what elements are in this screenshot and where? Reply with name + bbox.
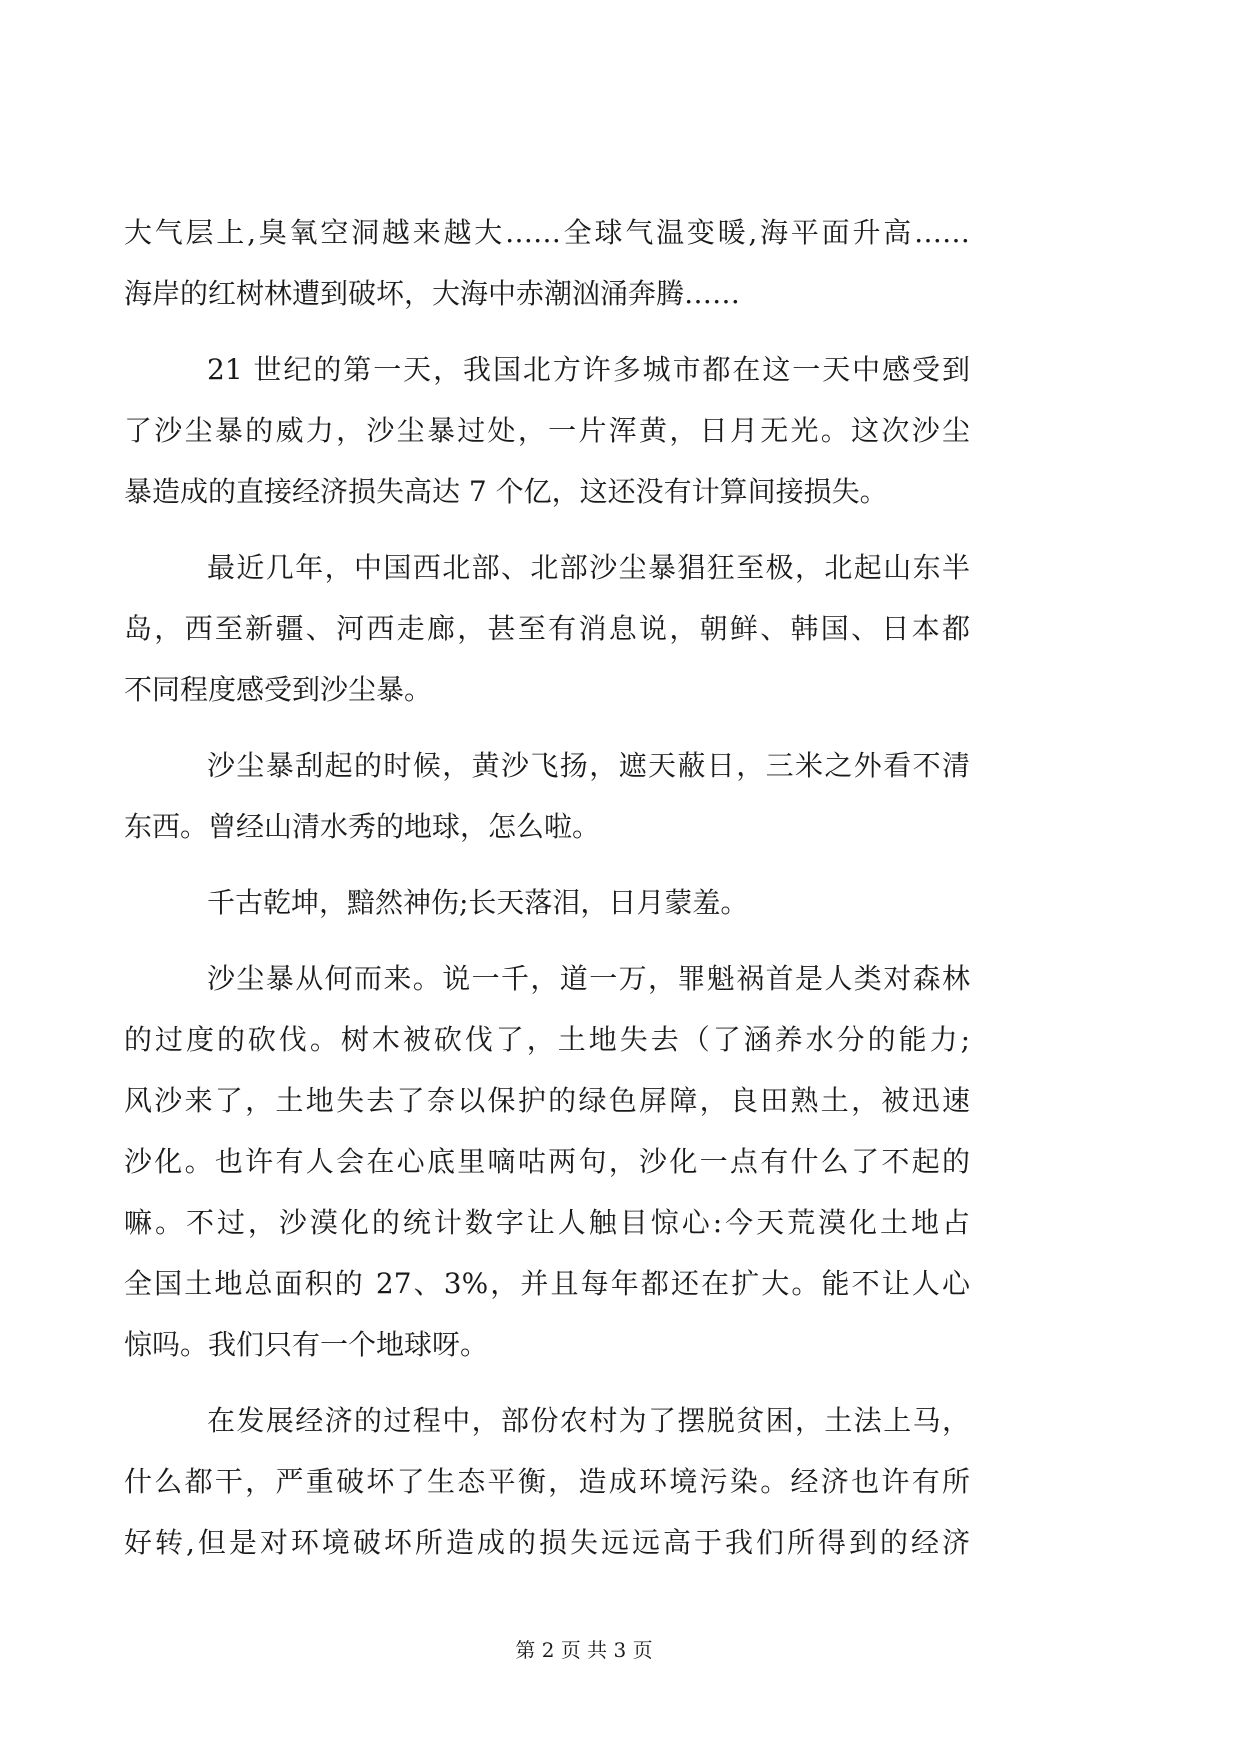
text-line: 在发展经济的过程中，部份农村为了摆脱贫困，土法上马， <box>207 1404 970 1437</box>
text-line: 千古乾坤，黯然神伤;长天落泪，日月蒙羞。 <box>207 886 749 919</box>
paragraph <box>124 537 970 720</box>
text-line: 的过度的砍伐。树木被砍伐了，土地失去（了涵养水分的能力; <box>124 1023 970 1056</box>
text-line: 了沙尘暴的威力，沙尘暴过处，一片浑黄，日月无光。这次沙尘 <box>124 414 970 447</box>
text-line: 好转,但是对环境破坏所造成的损失远远高于我们所得到的经济 <box>124 1526 970 1559</box>
text-line: 最近几年，中国西北部、北部沙尘暴猖狂至极，北起山东半 <box>207 551 970 584</box>
document-body <box>124 202 970 1588</box>
text-line: 岛，西至新疆、河西走廊，甚至有消息说，朝鲜、韩国、日本都 <box>124 612 970 645</box>
text-line: 东西。曾经山清水秀的地球，怎么啦。 <box>124 810 601 843</box>
text-line: 全国土地总面积的 27、3%，并且每年都还在扩大。能不让人心 <box>124 1267 970 1300</box>
text-line: 沙尘暴从何而来。说一千，道一万，罪魁祸首是人类对森林 <box>207 962 970 995</box>
text-line: 什么都干，严重破坏了生态平衡，造成环境污染。经济也许有所 <box>124 1465 970 1498</box>
text-line: 嘛。不过，沙漠化的统计数字让人触目惊心:今天荒漠化土地占 <box>124 1206 970 1239</box>
page-number-footer: 第 2 页 共 3 页 <box>515 1638 653 1662</box>
text-line: 不同程度感受到沙尘暴。 <box>124 673 433 706</box>
text-line: 风沙来了，土地失去了奈以保护的绿色屏障，良田熟土，被迅速 <box>124 1084 970 1117</box>
text-line: 暴造成的直接经济损失高达 7 个亿，这还没有计算间接损失。 <box>124 475 888 508</box>
paragraph <box>124 339 970 522</box>
paragraph <box>124 948 970 1375</box>
paragraph <box>124 1390 970 1573</box>
text-line: 大气层上,臭氧空洞越来越大……全球气温变暖,海平面升高…… <box>124 216 970 249</box>
text-line: 沙尘暴刮起的时候，黄沙飞扬，遮天蔽日，三米之外看不清 <box>207 749 970 782</box>
text-line: 沙化。也许有人会在心底里嘀咕两句，沙化一点有什么了不起的 <box>124 1145 970 1178</box>
text-line: 惊吗。我们只有一个地球呀。 <box>124 1328 489 1361</box>
paragraph <box>124 872 970 933</box>
text-line: 海岸的红树林遭到破坏，大海中赤潮汹涌奔腾…… <box>124 277 741 310</box>
paragraph <box>124 735 970 857</box>
paragraph <box>124 202 970 324</box>
text-line: 21 世纪的第一天，我国北方许多城市都在这一天中感受到 <box>207 353 970 386</box>
